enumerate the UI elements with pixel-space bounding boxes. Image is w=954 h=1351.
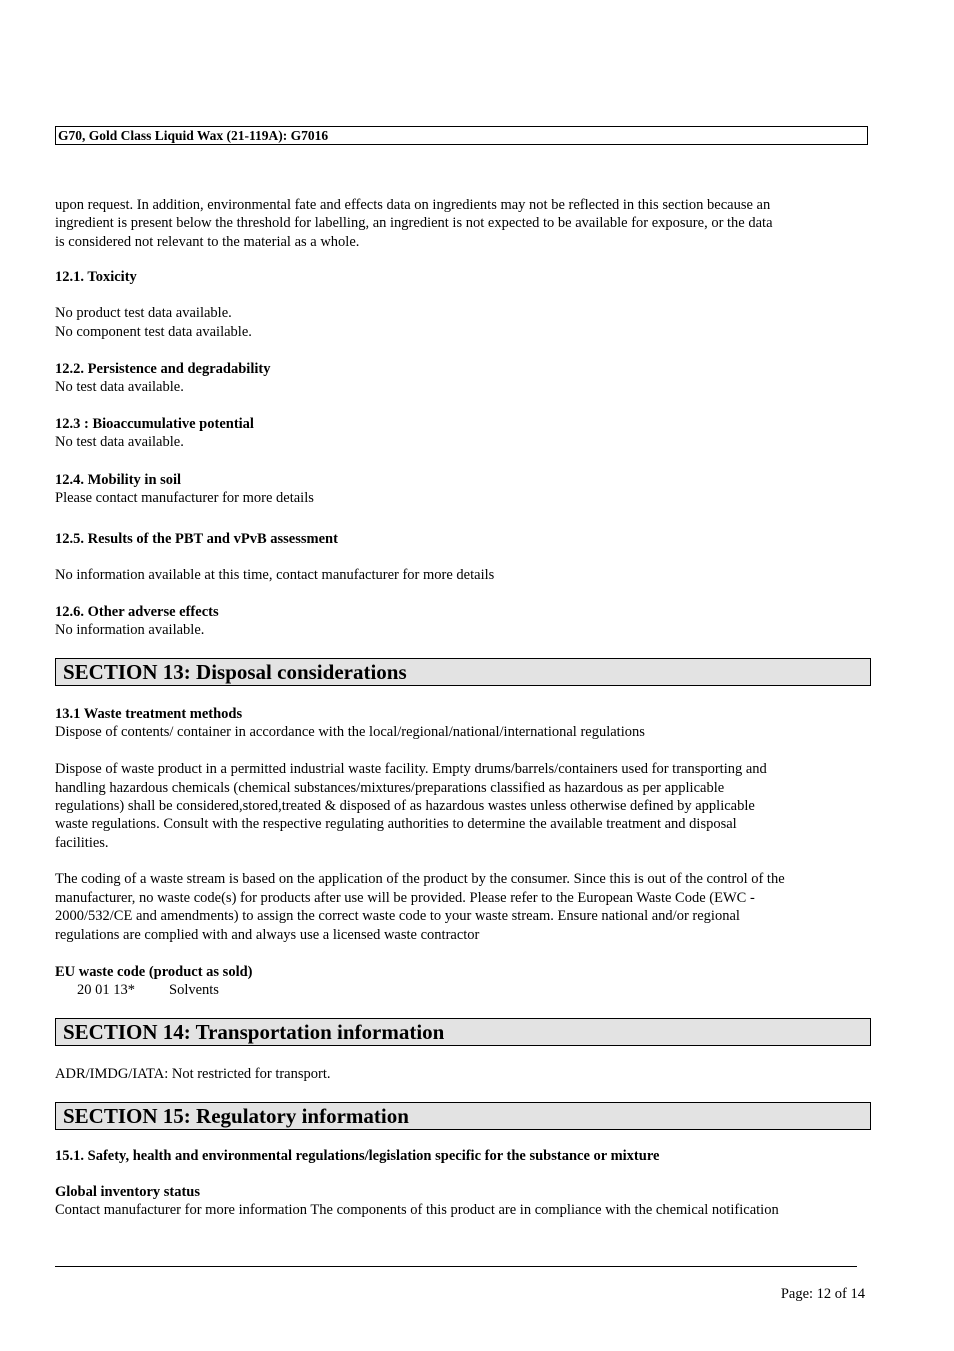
page-number: Page: 12 of 14 bbox=[780, 1286, 865, 1302]
heading-12-4: 12.4. Mobility in soil bbox=[55, 472, 182, 488]
heading-global-inventory-status: Global inventory status bbox=[55, 1184, 201, 1200]
heading-12-1: 12.1. Toxicity bbox=[55, 269, 137, 285]
text-13-para2-line-2: handling hazardous chemicals (chemical substances/mixtures/preparations classified as hazardous as per applicable bbox=[55, 780, 725, 796]
text-12-4: Please contact manufacturer for more details bbox=[55, 490, 314, 506]
section-15-title: SECTION 15: Regulatory information bbox=[55, 1102, 871, 1130]
intro-line-1: upon request. In addition, environmental fate and effects data on ingredients may not be reflected in this section because an bbox=[55, 197, 771, 213]
heading-12-6: 12.6. Other adverse effects bbox=[55, 604, 219, 620]
text-13-para2-line-5: facilities. bbox=[55, 835, 109, 851]
text-13-para2-line-1: Dispose of waste product in a permitted industrial waste facility. Empty drums/barrels/containers used for transporting and bbox=[55, 761, 767, 777]
text-12-1-line-2: No component test data available. bbox=[55, 324, 252, 340]
text-global-inventory-status: Contact manufacturer for more information The components of this product are in compliance with the chemical notification bbox=[55, 1202, 779, 1218]
intro-line-3: is considered not relevant to the material as a whole. bbox=[55, 234, 360, 250]
text-12-1-line-1: No product test data available. bbox=[55, 305, 232, 321]
text-12-6: No information available. bbox=[55, 622, 205, 638]
eu-waste-code-value: 20 01 13* bbox=[77, 982, 135, 998]
intro-line-2: ingredient is present below the threshold for labelling, an ingredient is not expected to be available for exposure, or the data bbox=[55, 215, 773, 231]
eu-waste-code-description: Solvents bbox=[169, 982, 219, 998]
document-header: G70, Gold Class Liquid Wax (21-119A): G7016 bbox=[55, 126, 868, 145]
heading-eu-waste-code: EU waste code (product as sold) bbox=[55, 964, 253, 980]
text-13-para3-line-1: The coding of a waste stream is based on the application of the product by the consumer. Since this is out of the control of the bbox=[55, 871, 785, 887]
section-13-title: SECTION 13: Disposal considerations bbox=[55, 658, 871, 686]
text-13-para3-line-3: 2000/532/CE and amendments) to assign the correct waste code to your waste stream. Ensure national and/or regional bbox=[55, 908, 740, 924]
section-14-title: SECTION 14: Transportation information bbox=[55, 1018, 871, 1046]
footer-divider bbox=[55, 1266, 857, 1267]
heading-15-1: 15.1. Safety, health and environmental regulations/legislation specific for the substance or mixture bbox=[55, 1148, 660, 1164]
text-12-3: No test data available. bbox=[55, 434, 184, 450]
heading-13-1: 13.1 Waste treatment methods bbox=[55, 706, 243, 722]
heading-12-2: 12.2. Persistence and degradability bbox=[55, 361, 271, 377]
text-13-para3-line-4: regulations are complied with and always use a licensed waste contractor bbox=[55, 927, 480, 943]
heading-12-5: 12.5. Results of the PBT and vPvB assessment bbox=[55, 531, 338, 547]
text-13-1-line-1: Dispose of contents/ container in accordance with the local/regional/national/international regulations bbox=[55, 724, 645, 740]
text-12-5: No information available at this time, contact manufacturer for more details bbox=[55, 567, 495, 583]
heading-12-3: 12.3 : Bioaccumulative potential bbox=[55, 416, 254, 432]
text-13-para2-line-3: regulations) shall be considered,stored,treated & disposed of as hazardous wastes unless otherwise defined by applicable bbox=[55, 798, 755, 814]
text-13-para3-line-2: manufacturer, no waste code(s) for products after use will be provided. Please refer to the European Waste Code (EWC - bbox=[55, 890, 755, 906]
text-13-para2-line-4: waste regulations. Consult with the respective regulating authorities to determine the available treatment and disposal bbox=[55, 816, 737, 832]
text-14: ADR/IMDG/IATA: Not restricted for transport. bbox=[55, 1066, 331, 1082]
text-12-2: No test data available. bbox=[55, 379, 184, 395]
